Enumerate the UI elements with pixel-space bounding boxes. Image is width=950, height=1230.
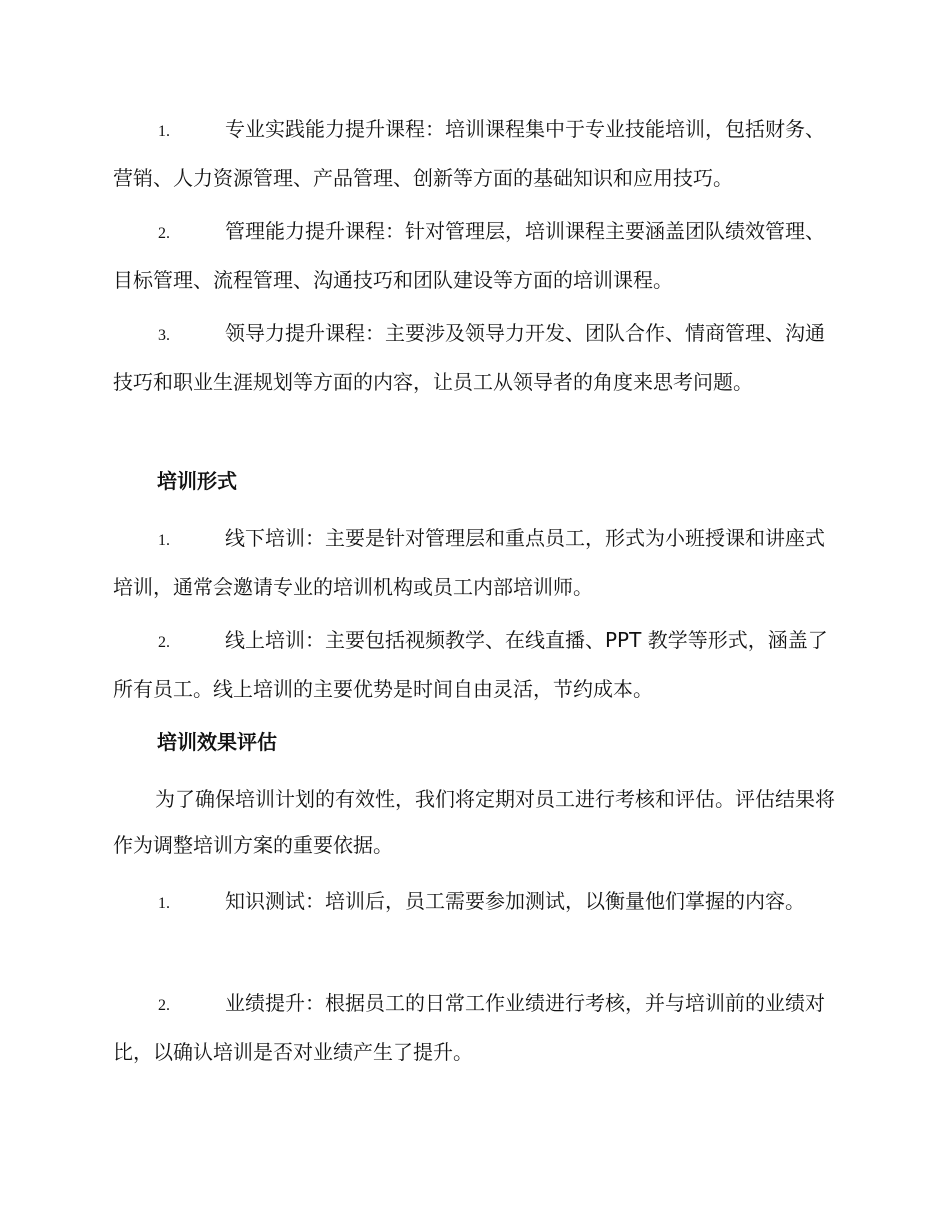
course-item-3 (113, 310, 835, 405)
list-number: 3. (158, 327, 170, 344)
list-number: 1. (158, 532, 170, 549)
list-item-text: 业绩提升：根据员工的日常工作业绩进行考核，并与培训前的业绩对比，以确认培训是否对业绩产生了提升。 (113, 991, 825, 1064)
form-item-2 (113, 617, 835, 712)
list-number: 1. (158, 123, 170, 140)
form-item-1 (113, 515, 835, 610)
eval-item-1 (113, 878, 835, 927)
list-number: 2. (158, 225, 170, 242)
list-item-text: 知识测试：培训后，员工需要参加测试，以衡量他们掌握的内容。 (225, 889, 805, 913)
list-item-text: 管理能力提升课程：针对管理层，培训课程主要涵盖团队绩效管理、目标管理、流程管理、沟通技巧和团队建设等方面的培训课程。 (113, 219, 825, 292)
list-item-text: 专业实践能力提升课程：培训课程集中于专业技能培训，包括财务、营销、人力资源管理、产品管理、创新等方面的基础知识和应用技巧。 (113, 117, 825, 190)
list-item-text: 线上培训：主要包括视频教学、在线直播、PPT 教学等形式，涵盖了所有员工。线上培训的主要优势是时间自由灵活，节约成本。 (113, 628, 828, 701)
eval-item-2 (113, 980, 835, 1075)
evaluation-intro-paragraph: 为了确保培训计划的有效性，我们将定期对员工进行考核和评估。评估结果将作为调整培训方案的重要依据。 (113, 787, 835, 857)
list-item-text: 领导力提升课程：主要涉及领导力开发、团队合作、情商管理、沟通技巧和职业生涯规划等方面的内容，让员工从领导者的角度来思考问题。 (113, 321, 825, 394)
list-number: 1. (158, 895, 170, 912)
course-item-2 (113, 208, 835, 303)
section-heading-evaluation: 培训效果评估 (157, 730, 277, 754)
list-item-text: 线下培训：主要是针对管理层和重点员工，形式为小班授课和讲座式培训，通常会邀请专业的培训机构或员工内部培训师。 (113, 526, 825, 599)
list-number: 2. (158, 634, 170, 651)
list-number: 2. (158, 997, 170, 1014)
section-heading-training-form: 培训形式 (157, 469, 237, 493)
course-item-1 (113, 106, 835, 201)
